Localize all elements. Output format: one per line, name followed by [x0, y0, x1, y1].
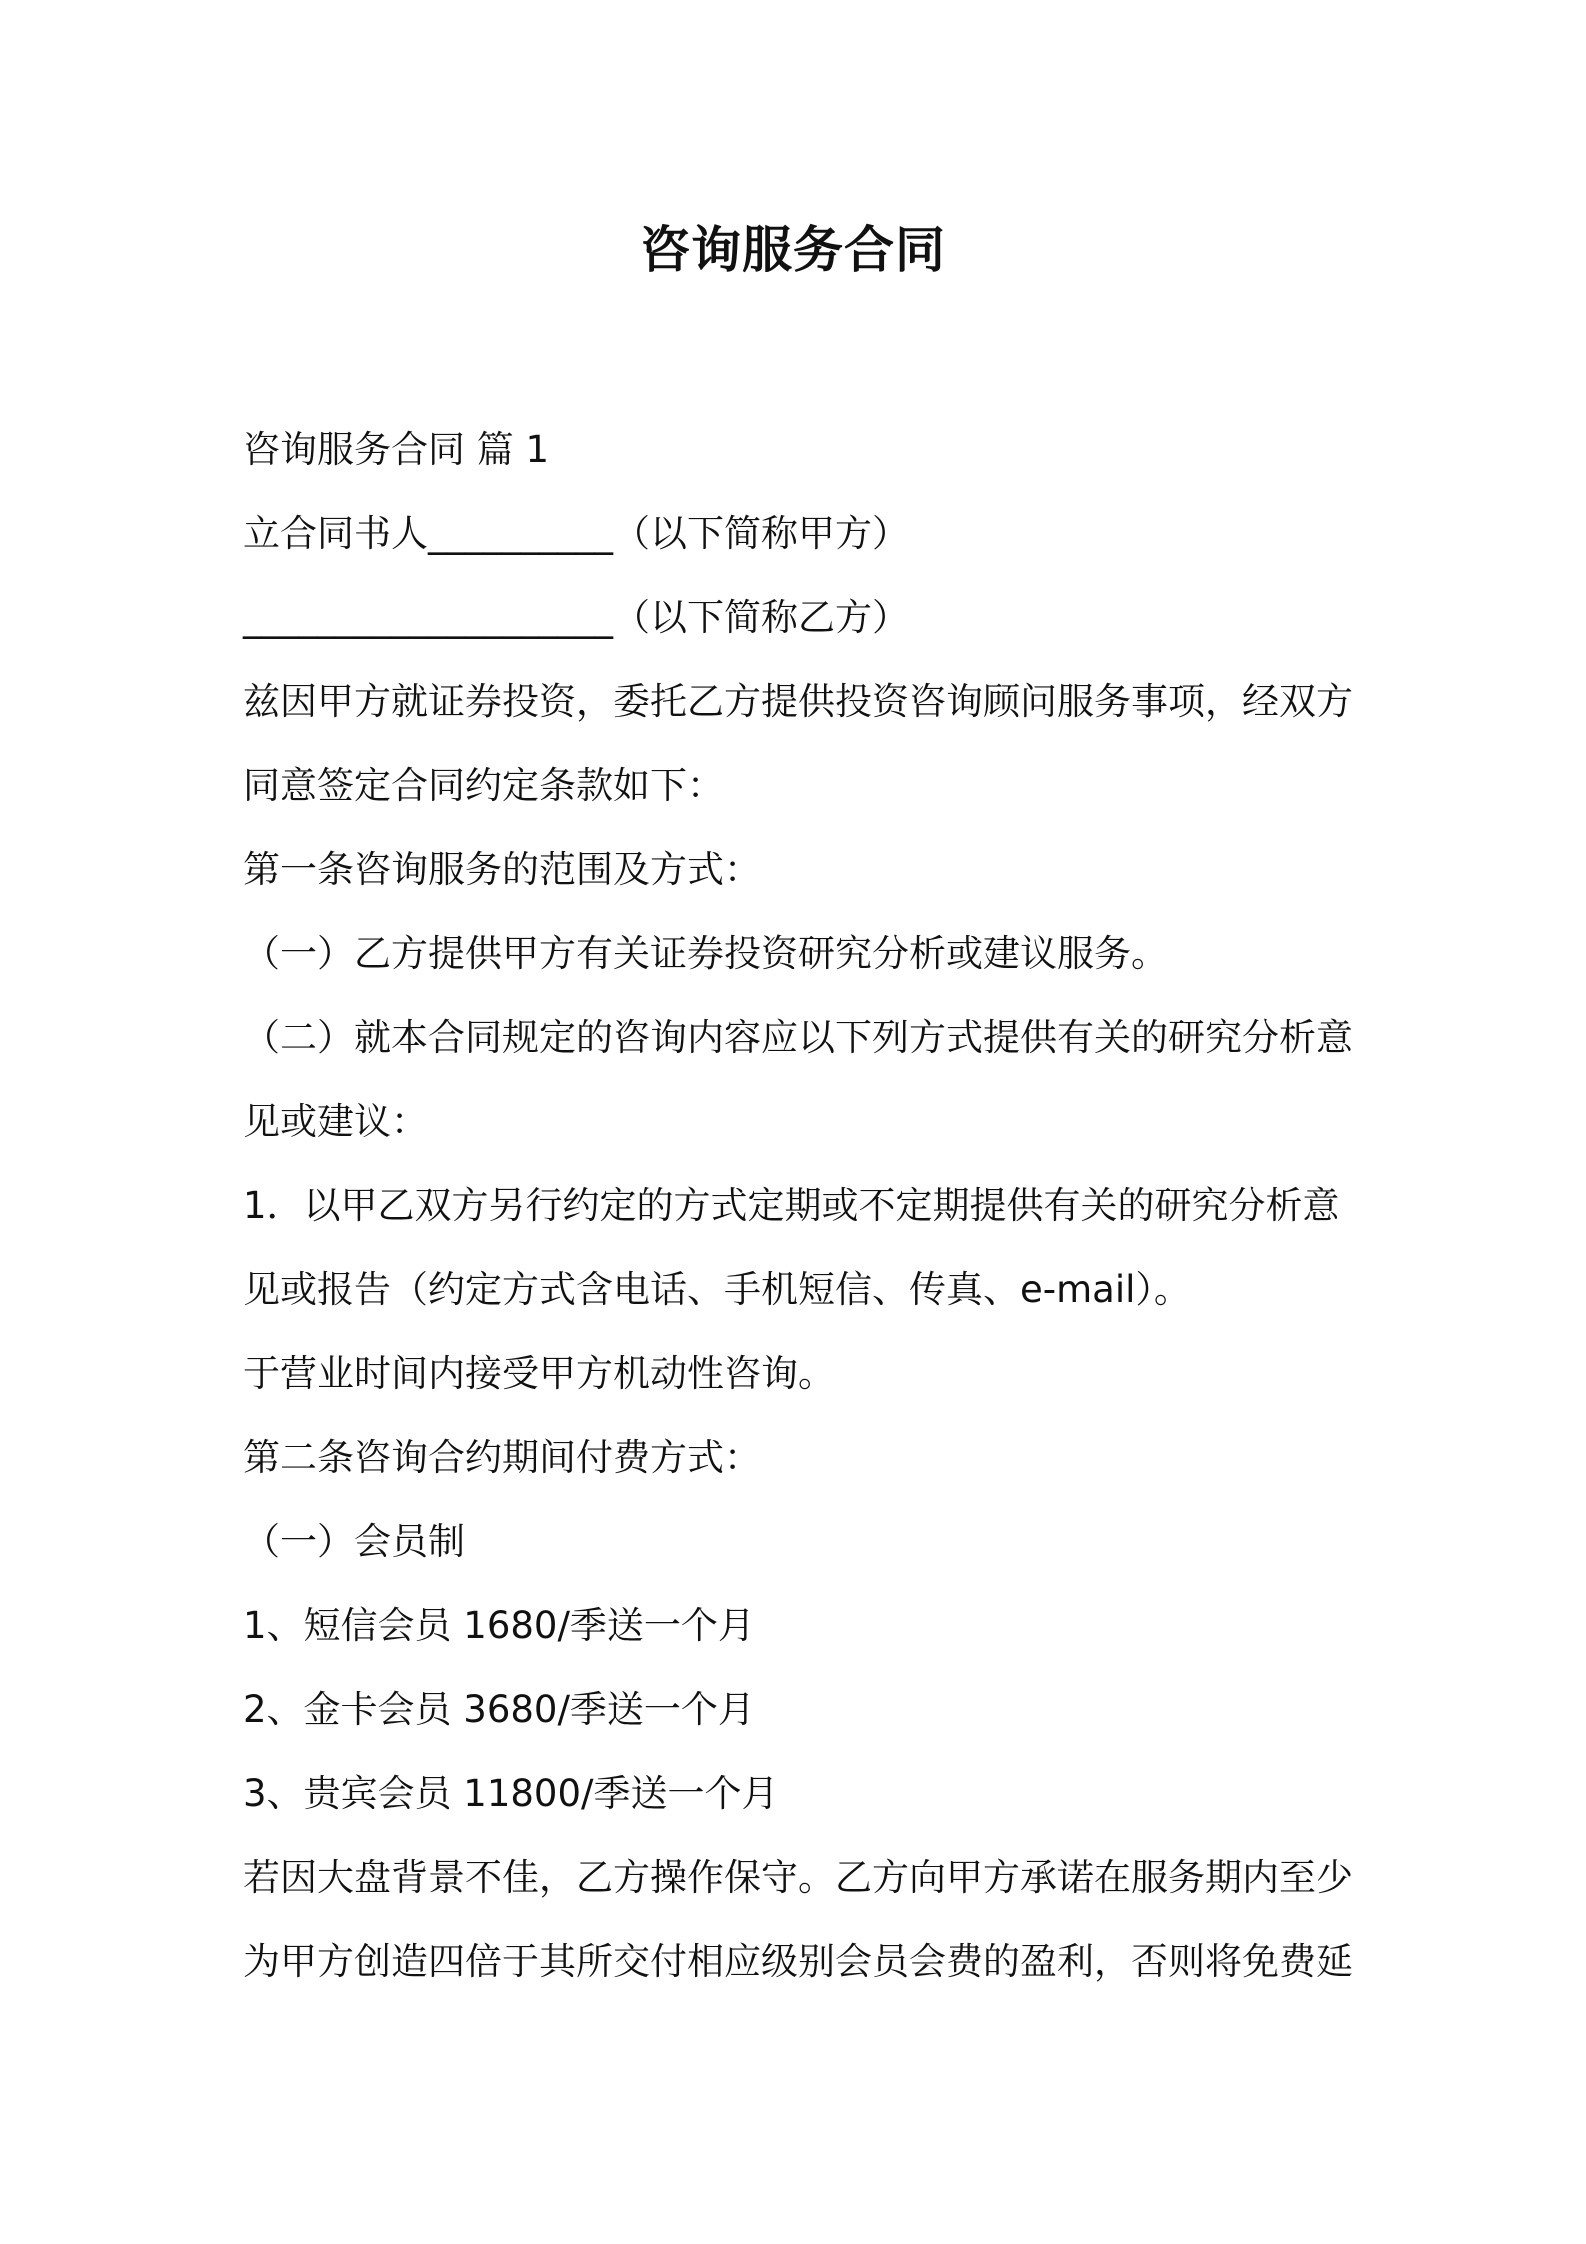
- list-item: 1、短信会员 1680/季送一个月: [243, 1604, 755, 1647]
- clause-line: （一）会员制: [243, 1520, 465, 1563]
- party-b-line: ____________________（以下简称乙方）: [243, 596, 909, 639]
- paragraph-line: 同意签定合同约定条款如下：: [243, 764, 724, 807]
- paragraph-line: 为甲方创造四倍于其所交付相应级别会员会费的盈利，否则将免费延: [243, 1940, 1353, 1983]
- document-title: 咨询服务合同: [640, 221, 946, 279]
- article-heading: 第二条咨询合约期间付费方式：: [243, 1436, 761, 1479]
- clause-line: 1．以甲乙双方另行约定的方式定期或不定期提供有关的研究分析意: [243, 1184, 1340, 1227]
- clause-line: 见或报告（约定方式含电话、手机短信、传真、e-mail）。: [243, 1268, 1191, 1311]
- document-body: [243, 408, 1353, 2004]
- article-heading: 第一条咨询服务的范围及方式：: [243, 848, 761, 891]
- list-item: 3、贵宾会员 11800/季送一个月: [243, 1772, 779, 1815]
- paragraph-line: 兹因甲方就证券投资，委托乙方提供投资咨询顾问服务事项，经双方: [243, 680, 1353, 723]
- clause-line: （二）就本合同规定的咨询内容应以下列方式提供有关的研究分析意: [243, 1016, 1353, 1059]
- clause-line: 见或建议：: [243, 1100, 428, 1143]
- paragraph-line: 于营业时间内接受甲方机动性咨询。: [243, 1352, 835, 1395]
- paragraph-line: 若因大盘背景不佳，乙方操作保守。乙方向甲方承诺在服务期内至少: [243, 1856, 1353, 1899]
- list-item: 2、金卡会员 3680/季送一个月: [243, 1688, 755, 1731]
- section-heading: 咨询服务合同 篇 1: [243, 428, 550, 471]
- party-a-line: 立合同书人__________（以下简称甲方）: [243, 512, 909, 555]
- clause-line: （一）乙方提供甲方有关证券投资研究分析或建议服务。: [243, 932, 1168, 975]
